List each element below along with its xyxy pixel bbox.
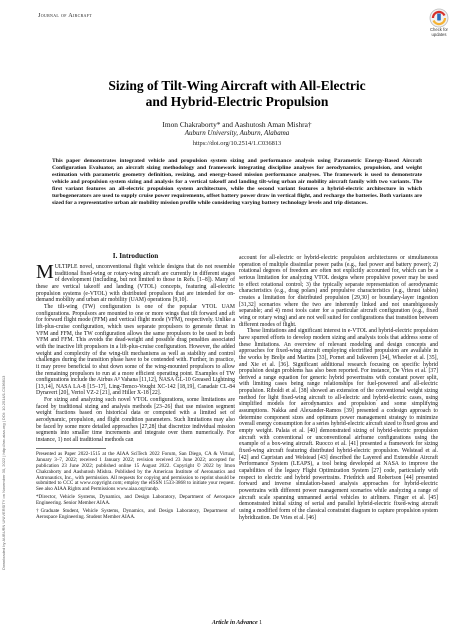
- journal-header: Journal of Aircraft: [38, 12, 92, 19]
- intro-paragraph-3: For sizing and analyzing such novel VTOL configurations, some limitations are faced by traditional sizing and analysis methods [23–26] that use mission segment weight fractions based on historical data or computed with a limited set of aerodynamic, propulsion, and flight condition parameters. Such limitations may also be faced by some more detailed approaches [27,28] that discretize individual mission segments into smaller time increments and integrate over them numerically. For instance, 1) not all traditional methods can: [36, 397, 235, 444]
- intro-paragraph-2: The tilt-wing (TW) configuration is one of the popular VTOL UAM configurations. Propulsors are mounted to one or more wings that tilt forward and aft for forward flight mode (FFM) and vertical flight mode (VFM), respectively. Unlike a lift-plus-cruise configuration, which uses separate propulsors to generate thrust in VFM and FFM, the TW configuration allows the same propulsors to be used in both VFM and FFM. This avoids the dead-weight and possible drag penalties associated with the inactive lift propulsors in a lift-plus-cruise configuration. However, the added weight and complexity of the wing-tilt mechanisms as well as stability and control challenges during the transition phase have to be contended with. Further, in practice, it may prove beneficial to shut down some of the wing-mounted propulsors to allow the remaining propulsors to run at a more efficient operating point. Examples of TW configurations include the Airbus A³ Vahana [11,12], NASA GL-10 Greased Lightning [13,14], NASA LA-8 [15–17], Ling-Temco-Vought XC-142 [18,19], Canadair CL-84 Dynavert [20], Vertol VZ-2 [21], and Hiller X-18 [22].: [36, 303, 235, 397]
- page-number: 1: [259, 620, 263, 626]
- check-for-updates-badge[interactable]: [423, 8, 455, 40]
- paper-title: [60, 78, 414, 110]
- intro-paragraph-5: These limitations and significant interest in e-VTOL and hybrid-electric propulsion have spurred efforts to develop modern sizing and analysis tools that address some of these limitations. An overview of relevant modeling and design concepts and approaches for fixed-wing aircraft employing electrified propulsion are available in the works by Brelje and Martins [33], Pornet and Isikveren [34], Wheeler et al. [35], and Xie et al. [36]. Significant additional research focusing on specific hybrid propulsion design problems has also been reported. For instance, De Vries et al. [37] derived a range equation for generic hybrid powertrains with constant power split, with limiting cases being range relationships for fuel-powered and all-electric propulsion. Riboldi et al. [38] showed an extension of the conventional weight sizing method for light fixed-wing aircraft to all-electric and hybrid-electric cases, using simplified models for aerodynamics and propulsion and some simplifying assumptions. Nakka and Alexander-Ramos [39] presented a codesign approach to determine component sizes and optimum power management strategy to minimize overall energy consumption for a series hybrid-electric aircraft sized to fixed gross and empty weight. Palaia et al. [40] demonstrated sizing of hybrid-electric propulsion aircraft with conventional or unconventional airframe configurations using the example of a box-wing aircraft. Ruocco et al. [41] presented a framework for sizing fixed-wing aircraft featuring distributed hybrid-electric propulsion. Welstead et al. [42] and Capristan and Welstead [43] described the Layered and Extensible Aircraft Performance System (LEAPS), a tool being developed at NASA to improve the capabilities of the legacy Flight Optimization System [27] code, particularly with respect to electric and hybrid powertrains. Friedrich and Robertson [44] presented forward and inverse simulation-based analysis approaches for hybrid-electric powertrains with different power management scenarios while analyzing a range of aircraft scale spanning unmanned aerial vehicles to airliners. Finger et al. [45] demonstrated initial sizing of serial and parallel hybrid-electric fixed-wing aircraft using a modified form of the classical constraint diagram to capture propulsion system hybridization. De Vries et al. [46]: [239, 328, 438, 521]
- footnote-presentation: Presented as Paper 2022-1515 at the AIAA SciTech 2022 Forum, San Diego, CA & Virtual, January 3–7, 2022; received 1 January 2022; revision received 23 June 2022; accepted for publication 23 June 2022; published online 15 August 2022. Copyright © 2022 by Imon Chakraborty and Aashutosh Mishra. Published by the American Institute of Aeronautics and Astronautics, Inc., with permission. All requests for copying and permission to reprint should be submitted to CCC at www.copyright.com; employ the eISSN 1533-3868 to initiate your request. See also AIAA Rights and Permissions www.aiaa.org/randp.: [36, 450, 235, 493]
- authors: Imon Chakraborty* and Aashutosh Aman Mishra†: [162, 120, 312, 129]
- title-line-1: Sizing of Tilt-Wing Aircraft with All-Electric: [108, 78, 366, 93]
- footnote-author-1: *Director, Vehicle Systems, Dynamics, and Design Laboratory, Department of Aerospace Engineering. Senior Member AIAA.: [36, 494, 235, 507]
- page-footer: [0, 620, 474, 626]
- right-column: [239, 255, 438, 521]
- intro-paragraph-1: [36, 261, 235, 304]
- footnote-author-2: †Graduate Student, Vehicle Systems, Dynamics, and Design Laboratory, Department of Aerospace Engineering. Student Member AIAA.: [36, 508, 235, 521]
- intro-paragraph-4: account for all-electric or hybrid-electric propulsion architectures or simultaneous operation of multiple dissimilar power paths (e.g., fuel power and battery power); 2) rotational degrees of freedom are often not explicitly accounted for, which can be a serious limitation for analyzing VTOL designs where propulsive power may be used to effect rotational control; 3) the typically separate representation of aerodynamic characteristics (e.g., drag polars) and propulsive characteristics (e.g., thrust tables) creates a limitation for distributed propulsion [29,30] or boundary-layer ingestion [31,32] scenarios where the two are inherently linked and not unambiguously separable; and 4) most tools cater for a particular aircraft configuration (e.g., fixed wing or rotary wing) and are not well suited for configurations that transition between different modes of flight.: [239, 255, 438, 328]
- check-for-updates-line2: updates: [431, 31, 447, 37]
- section-heading-introduction: I. Introduction: [112, 252, 159, 260]
- footnote-divider: [36, 448, 106, 449]
- title-line-2: and Hybrid-Electric Propulsion: [145, 94, 329, 109]
- left-column: [36, 252, 235, 523]
- footer-label: Article in Advance: [211, 620, 258, 626]
- affiliation: Auburn University, Auburn, Alabama: [184, 129, 290, 137]
- check-for-updates-icon: [429, 8, 449, 28]
- check-for-updates-line1: Check for: [430, 27, 448, 32]
- download-watermark: Downloaded by AUBURN UNIVERSITY on November 30, 2022 | http://arc.aiaa.org | DOI: 10.2514/1.C036813: [1, 375, 6, 570]
- drop-cap: M: [36, 261, 54, 283]
- abstract: This paper demonstrates integrated vehicle and propulsion system sizing and performance analysis using Parametric Energy-Based Aircraft Configuration Evaluator, an aircraft sizing methodology and framework integrating discipline analyses for aerodynamics, propulsion, and weight estimation with parametric geometry definition, resizing, and energy-based mission performance analyses. The framework is used to demonstrate vehicle and propulsion system sizing and analysis for a vertical takeoff and landing tilt-wing urban air mobility aircraft family with two variants. The first variant features an all-electric propulsion system architecture, while the second variant features a hybrid-electric architecture in which turbogenerators are used to supply cruise power requirements, offset battery power draw in vertical flight, and recharge the batteries. Both variants are sized for a representative urban air mobility mission profile while considering varying battery technology levels and trip distances.: [52, 158, 422, 207]
- intro-paragraph-1-text: ULTIPLE novel, unconventional flight vehicle designs that do not resemble traditional fixed-wing or rotary-wing aircraft are currently in different stages of development (including, but not limited to those in Refs. [1–8]). Many of these are vertical takeoff and landing (VTOL) concepts, featuring all-electric propulsion systems (e-VTOL) with distributed propulsors that are intended for on-demand mobility and urban air mobility (UAM) operations [9,10].: [36, 264, 235, 304]
- doi-link[interactable]: https://doi.org/10.2514/1.C036813: [192, 140, 282, 147]
